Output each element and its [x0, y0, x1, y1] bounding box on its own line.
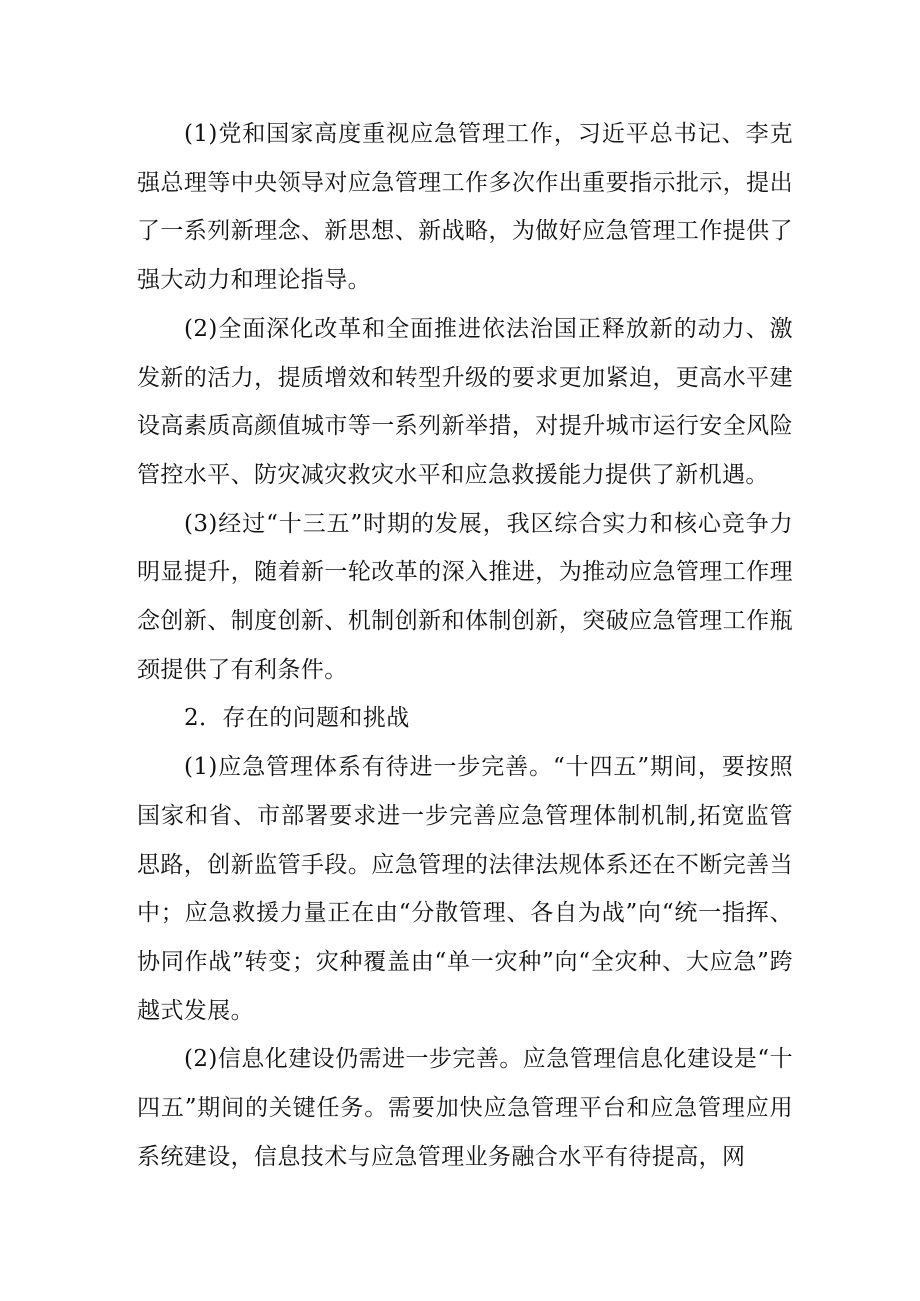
paragraph-opportunity-3: (3)经过“十三五”时期的发展，我区综合实力和核心竞争力明显提升，随着新一轮改革的深入推进，为推动应急管理工作理念创新、制度创新、机制创新和体制创新，突破应急管理工作瓶颈提供了有利条件。 [137, 510, 793, 683]
paragraph-problem-2: (2)信息化建设仍需进一步完善。应急管理信息化建设是“十四五”期间的关键任务。需要加快应急管理平台和应急管理应用系统建设，信息技术与应急管理业务融合水平有待提高，网 [137, 1046, 793, 1170]
paragraph-opportunity-2: (2)全面深化改革和全面推进依法治国正释放新的动力、激发新的活力，提质增效和转型升级的要求更加紧迫，更高水平建设高素质高颜值城市等一系列新举措，对提升城市运行安全风险管控水平、防灾减灾救灾水平和应急救援能力提供了新机遇。 [137, 315, 793, 488]
document-body [137, 110, 793, 1181]
paragraph-opportunity-1: (1)党和国家高度重视应急管理工作，习近平总书记、李克强总理等中央领导对应急管理工作多次作出重要指示批示，提出了一系列新理念、新思想、新战略，为做好应急管理工作提供了强大动力和理论指导。 [137, 121, 793, 294]
section-heading-problems: 2．存在的问题和挑战 [184, 705, 410, 732]
paragraph-problem-1: (1)应急管理体系有待进一步完善。“十四五”期间，要按照国家和省、市部署要求进一步完善应急管理体制机制,拓宽监管思路，创新监管手段。应急管理的法律法规体系还在不断完善当中；应急救援力量正在由“分散管理、各自为战”向“统一指挥、协同作战”转变；灾种覆盖由“单一灾种”向“全灾种、大应急”跨越式发展。 [137, 754, 793, 1024]
